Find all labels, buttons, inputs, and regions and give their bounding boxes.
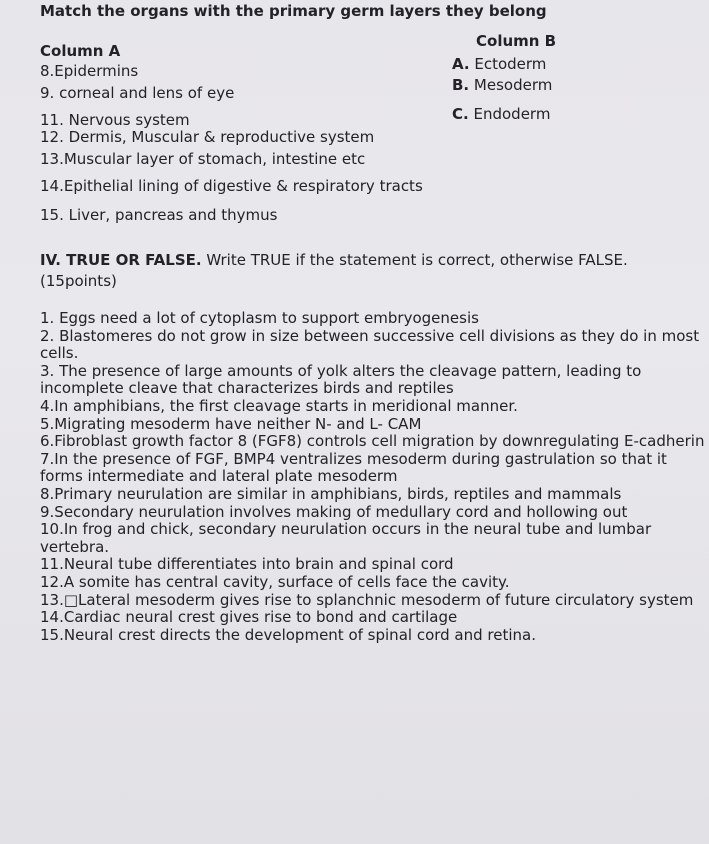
column-b-item-a xyxy=(452,55,546,73)
column-a-item: 11. Nervous system xyxy=(40,111,190,129)
column-b-item-b xyxy=(452,76,552,94)
statement-item: 12.A somite has central cavity, surface of cells face the cavity. xyxy=(40,572,510,591)
column-a-item: 12. Dermis, Muscular & reproductive system xyxy=(40,128,375,146)
true-false-section-header xyxy=(40,250,690,292)
statement-item: 4.In amphibians, the first cleavage starts in meridional manner. xyxy=(40,396,518,415)
column-b-letter: C. xyxy=(452,105,469,123)
column-a-header: Column A xyxy=(40,42,121,60)
column-a-item: 14.Epithelial lining of digestive & respiratory tracts xyxy=(40,177,423,195)
statement-item: 5.Migrating mesoderm have neither N- and L- CAM xyxy=(40,414,422,433)
statement-item: 2. Blastomeres do not grow in size between successive cell divisions as they do in most cells. xyxy=(40,326,700,363)
statement-item: 11.Neural tube differentiates into brain and spinal cord xyxy=(40,555,454,574)
column-b-header: Column B xyxy=(476,32,557,50)
matching-title: Match the organs with the primary germ layers they belong xyxy=(40,2,547,20)
column-a-item: 9. corneal and lens of eye xyxy=(40,84,235,102)
statement-item: 3. The presence of large amounts of yolk alters the cleavage pattern, leading to incomplete cleave that characterizes birds and reptiles xyxy=(40,361,642,398)
column-b-label: Ectoderm xyxy=(474,55,547,73)
true-false-statements xyxy=(40,310,708,644)
statement-item: 9.Secondary neurulation involves making of medullary cord and hollowing out xyxy=(40,502,628,521)
column-b-label: Mesoderm xyxy=(473,76,553,94)
section-instruction: Write TRUE if the statement is correct, otherwise FALSE.(15points) xyxy=(40,251,628,290)
column-b-item-c xyxy=(452,105,550,123)
column-b-letter: B. xyxy=(452,76,470,94)
statement-item: 15.Neural crest directs the development of spinal cord and retina. xyxy=(40,625,537,644)
statement-item: 7.In the presence of FGF, BMP4 ventralizes mesoderm during gastrulation so that it forms intermediate and lateral plate mesoderm xyxy=(40,449,667,486)
column-b-label: Endoderm xyxy=(473,105,551,123)
column-a-item: 15. Liver, pancreas and thymus xyxy=(40,206,278,224)
column-a-item: 8.Epidermins xyxy=(40,62,139,80)
column-a-item: 13.Muscular layer of stomach, intestine etc xyxy=(40,150,366,168)
statement-item: 14.Cardiac neural crest gives rise to bond and cartilage xyxy=(40,608,458,627)
statement-item: 6.Fibroblast growth factor 8 (FGF8) controls cell migration by downregulating E-cadherin xyxy=(40,432,705,451)
statement-item: 8.Primary neurulation are similar in amphibians, birds, reptiles and mammals xyxy=(40,484,622,503)
column-b-letter: A. xyxy=(452,55,470,73)
section-roman-title: IV. TRUE OR FALSE. xyxy=(40,251,202,269)
statement-item: 10.In frog and chick, secondary neurulation occurs in the neural tube and lumbar vertebra. xyxy=(40,520,652,556)
statement-item: 13.□Lateral mesoderm gives rise to splanchnic mesoderm of future circulatory system xyxy=(40,590,694,609)
statement-item: 1. Eggs need a lot of cytoplasm to support embryogenesis xyxy=(40,309,479,327)
